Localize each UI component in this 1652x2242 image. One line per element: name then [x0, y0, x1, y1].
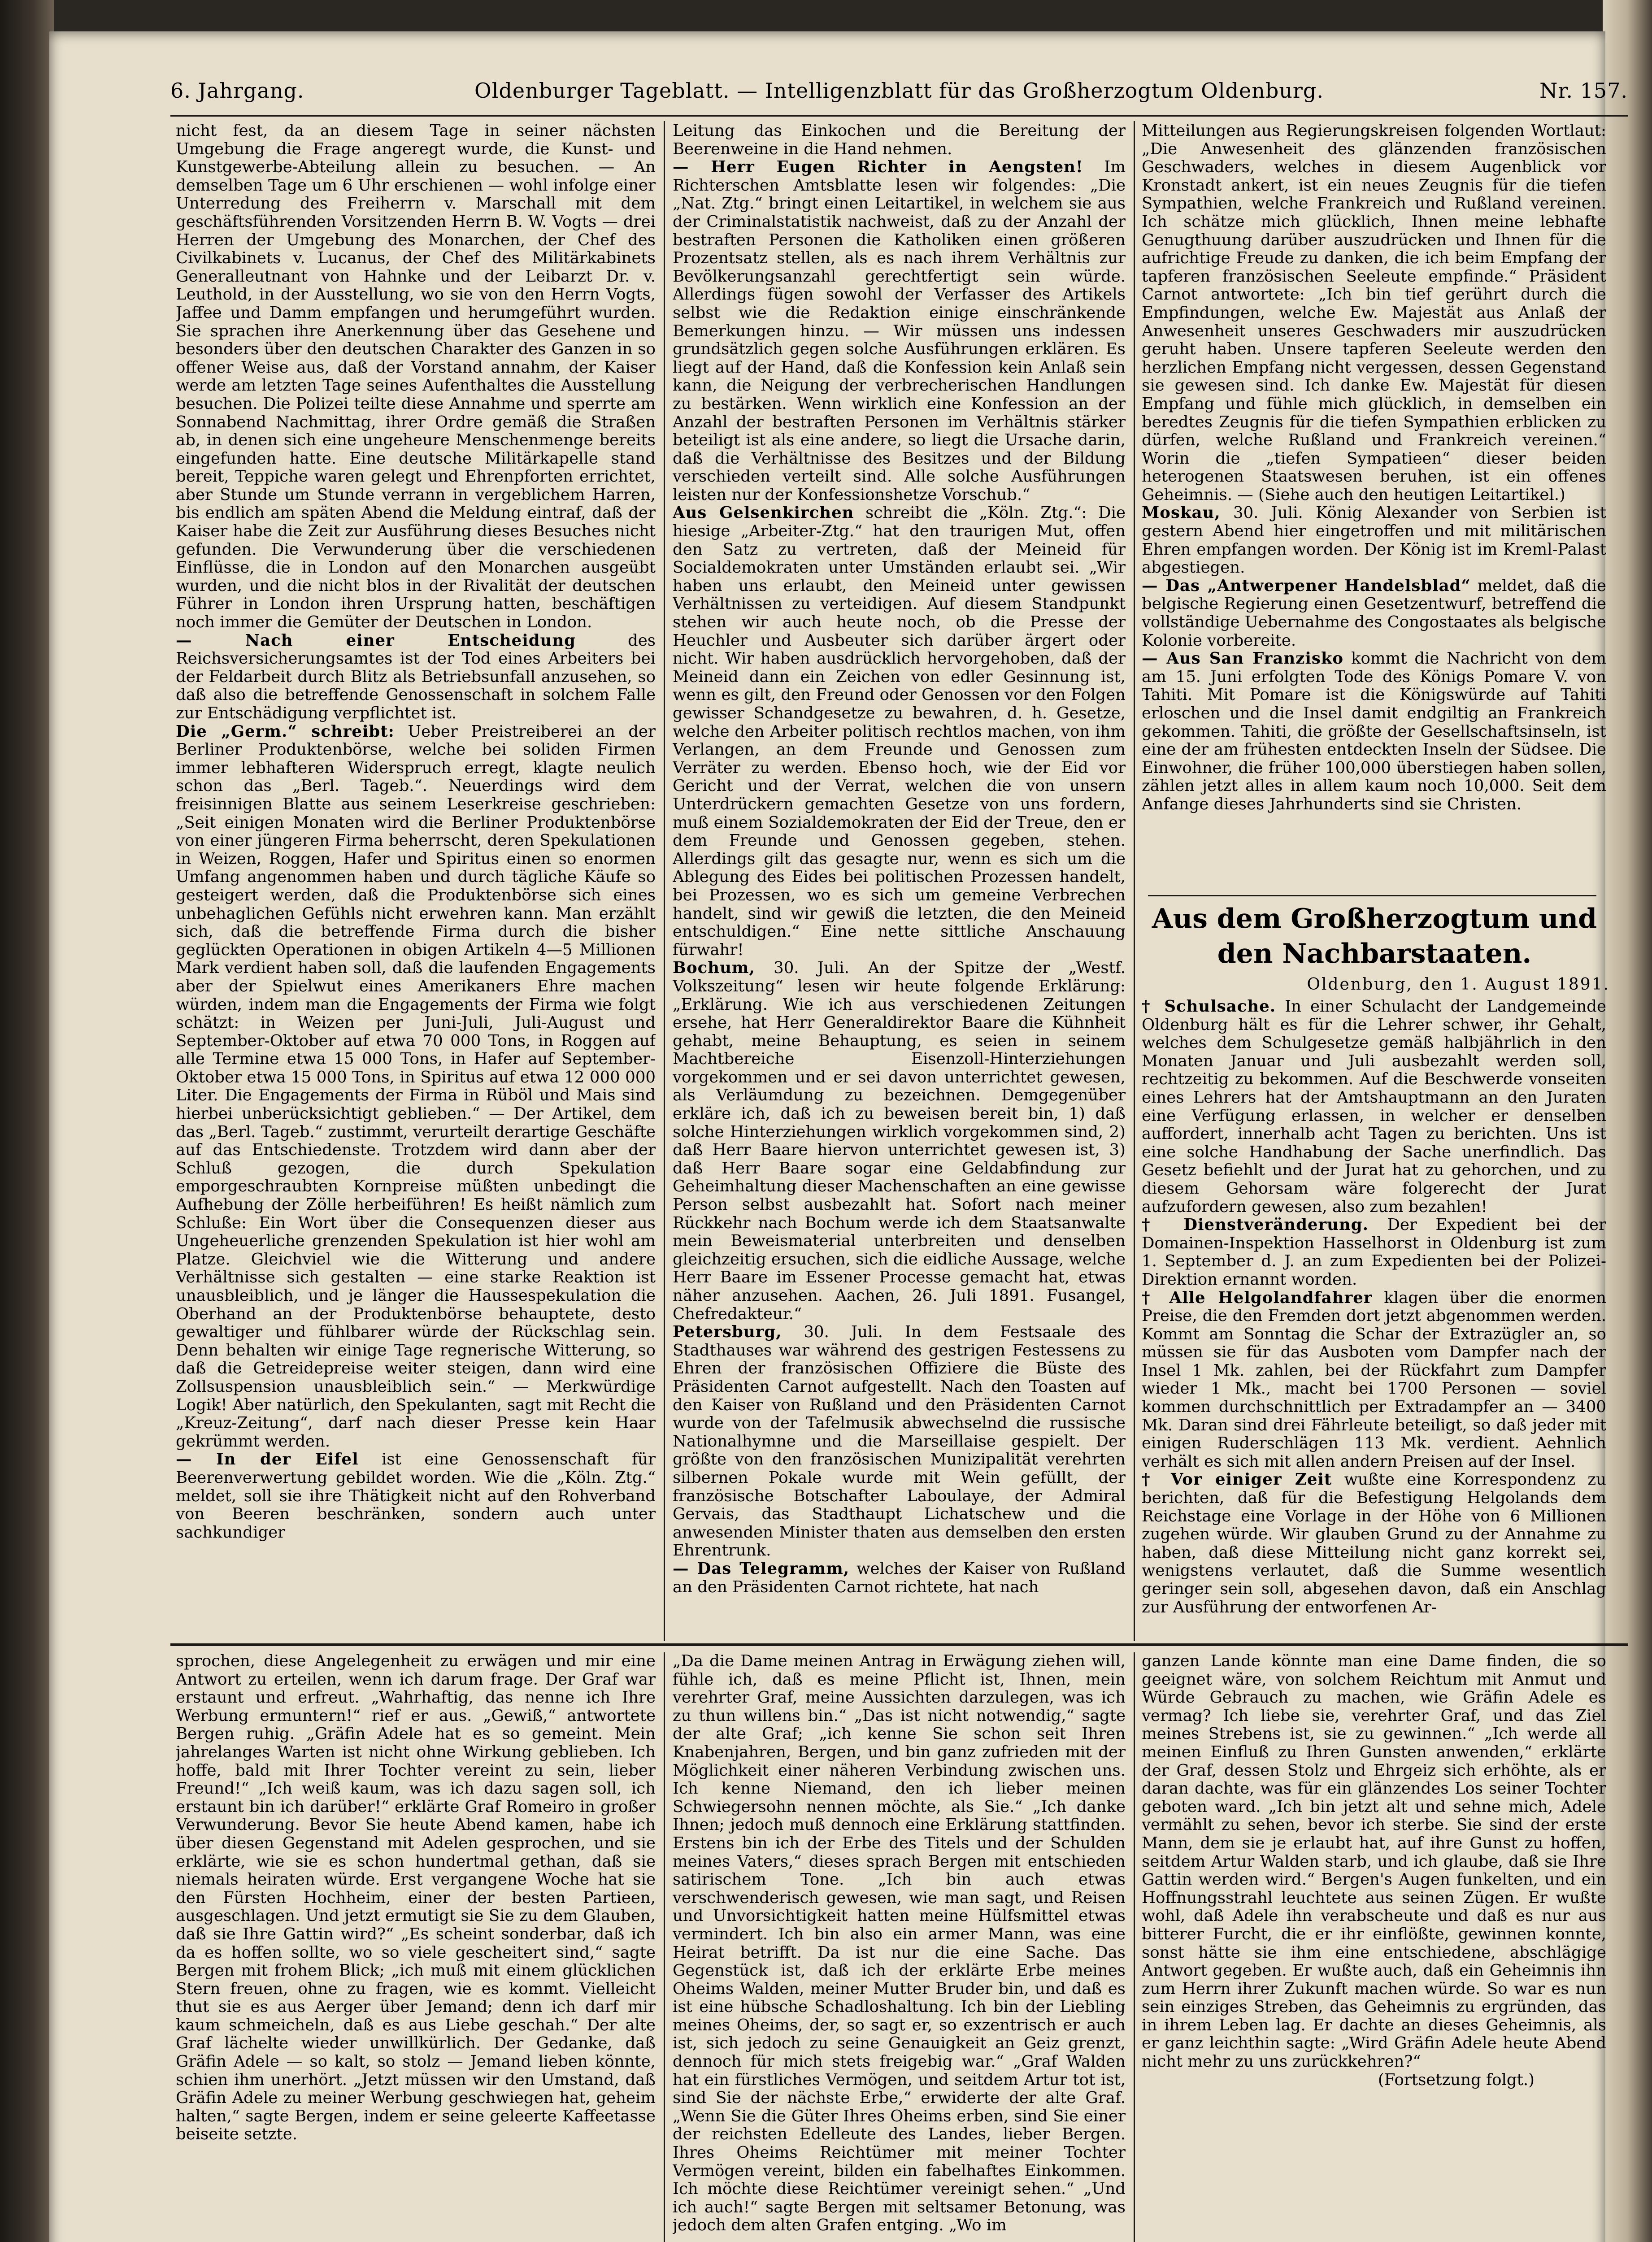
continuation-note: (Fortsetzung folgt.)	[1378, 2070, 1535, 2089]
article-heading: — In der Eifel	[176, 1450, 359, 1469]
page-header	[170, 78, 1628, 114]
article-text: 30. Juli. An der Spitze der „Westf. Volkszeitung“ lesen wir heute folgende Erklärung: „Erklärung. Wie ich aus verschiedenen Zeitungen ersehe, hat Herr Generaldirektor Baare die Kühnheit gehabt, meine Behauptung, es seien in seinem Machtbereiche Eisenzoll-Hinterziehungen vorgekommen und er sei davon unterrichtet gewesen, als Verläumdung zu bezeichnen. Demgegenüber erkläre ich, daß ich zu beweisen bereit bin, 1) daß solche Hinterziehungen wirklich vorgekommen sind, 2) daß Herr Baare hiervon unterrichtet gewesen ist, 3) daß Herr Baare sogar eine Geldabfindung zur Geheimhaltung dieser Machenschaften an eine gewisse Person selbst ausbezahlt hat. Sofort nach meiner Rückkehr nach Bochum werde ich dem Staatsanwalte mein Beweismaterial unterbreiten und denselben gleichzeitig ersuchen, sich die eidliche Aussage, welche Herr Baare im Essener Processe gemacht hat, etwas näher anzusehen. Aachen, 26. Juli 1891. Fusangel, Chefredakteur.“	[673, 959, 1126, 1323]
article-text: meldet, daß die belgische Regierung einen Gesetzentwurf, betreffend die vollständige Uebernahme des Congostaates als belgische Kolonie vorbereite.	[1142, 576, 1606, 650]
header-rule	[170, 115, 1628, 117]
masthead-title: Oldenburger Tageblatt. — Intelligenzblatt für das Großherzogtum Oldenburg.	[474, 78, 1324, 103]
article-text: 30. Juli. In dem Festsaale des Stadthauses war während des gestrigen Festessens zu Ehren der französischen Offiziere die Büste des Präsidenten Carnot aufgestellt. Nach den Toasten auf den Kaiser von Rußland und den Präsidenten Carnot wurde von der Tafelmusik abwechselnd die russische Nationalhymne und die Marseillaise gespielt. Der größte von den französischen Munizipalität verehrten silbernen Pokale wurde mit Wein gefüllt, der französische Botschafter Laboulaye, der Admiral Gervais, das Stadthaupt Lichatschew und die anwesenden Minister thaten aus demselben den ersten Ehrentrunk.	[673, 1323, 1126, 1560]
issue-number: Nr. 157.	[1539, 78, 1628, 103]
article-heading: Moskau,	[1142, 504, 1221, 522]
article-text: kommt die Nachricht von dem am 15. Juni erfolgten Tode des Königs Pomare V. von Tahiti. Mit Pomare ist die Königswürde auf Tahiti erloschen und die Insel damit endgiltig an Frankreich gekommen. Tahiti, die größte der Gesellschaftsinseln, ist eine der am frühesten entdeckten Inseln der Südsee. Die Einwohner, die früher 100,000 überstiegen haben sollen, zählen jetzt alles in allem kaum noch 10,000. Seit dem Anfange dieses Jahrhunderts sind sie Christen.	[1142, 649, 1606, 813]
article-heading: — Aus San Franzisko	[1142, 649, 1344, 668]
column-3-upper	[1142, 122, 1606, 889]
article-text: des Reichsversicherungsamtes ist der Tod eines Arbeiters bei der Feldarbeit durch Blitz als Betriebsunfall anzusehen, so daß also die betreffende Genossenschaft in solchem Falle zur Entschädigung verpflichtet ist.	[176, 631, 656, 722]
article-heading: — Das Telegramm,	[673, 1559, 850, 1578]
column-1	[176, 122, 656, 1642]
article-heading: — Nach einer Entscheidung	[176, 631, 576, 650]
section-title: Aus dem Großherzogtum und den Nachbarstaaten.	[1152, 903, 1597, 969]
article-heading: Die „Germ.“ schreibt:	[176, 722, 395, 741]
article-text: Im Richterschen Amtsblatte lesen wir folgendes: „Die „Nat. Ztg.“ bringt einen Leitartikel, in welchem sie aus der Criminalstatistik nachweist, daß zu der Anzahl der bestraften Personen die Katholiken einen größeren Prozentsatz stellen, als es nach ihrem Verhältnis zur Bevölkerungsanzahl gerechtfertigt sein würde. Allerdings fügen sowohl der Verfasser des Artikels selbst wie die Redaktion einige einschränkende Bemerkungen hinzu. — Wir müssen uns indessen grundsätzlich gegen solche Ausführungen erklären. Es liegt auf der Hand, daß die Konfession kein Anlaß sein kann, die Neigung der verbrecherischen Handlungen zu bestärken. Wenn wirklich eine Konfession an der Anzahl der bestraften Personen im Verhältnis stärker beteiligt ist als eine andere, so liegt die Ursache darin, daß die Verhältnisse des Besitzes und der Bildung verschieden verteilt sind. Alle solche Ausführungen leisten nur der Konfessionshetze Vorschub.“	[673, 158, 1126, 504]
book-spine	[0, 0, 54, 2242]
article-heading: † Vor einiger Zeit	[1142, 1470, 1332, 1489]
article-text: Der Expedient bei der Domainen-Inspektion Hasselhorst in Oldenburg ist zum 1. September d. J. an zum Expedienten bei der Polizei-Direktion ernannt worden.	[1142, 1216, 1606, 1289]
article-text: ist eine Genossenschaft für Beerenverwertung gebildet worden. Wie die „Köln. Ztg.“ meldet, soll sie ihre Thätigkeit nicht auf den Rohverband von Beeren beschränken, sondern auch unter sachkundiger	[176, 1450, 656, 1542]
serial-column-2	[673, 1652, 1126, 2242]
serial-column-1	[176, 1652, 656, 2242]
serial-text: ganzen Lande könnte man eine Dame finden, die so geeignet wäre, von solchem Reichtum mit Anmut und Würde Gebrauch zu machen, wie Gräfin Adele es vermag? Ich liebe sie, verehrter Graf, und das Ziel meines Strebens ist, sie zu gewinnen.“ „Ich werde all meinen Einfluß zu Ihren Gunsten anwenden,“ erklärte der Graf, dessen Stolz und Ehrgeiz sich erhöhte, als er daran dachte, was für ein glänzendes Los seiner Tochter geboten ward. „Ich bin jetzt alt und sehne mich, Adele vermählt zu sehen, bevor ich sterbe. Sie sind der erste Mann, dem sie je erlaubt hat, auf ihre Gunst zu hoffen, seitdem Artur Walden starb, und ich glaube, daß sie Ihre Gattin werden wird.“ Bergen's Augen funkelten, und ein Hoffnungsstrahl leuchtete aus seinen Zügen. Er wußte wohl, daß Adele ihn verabscheute und daß es nur aus bitterer Furcht, die er ihr einflößte, gewinnen konnte, sonst hätte sie ihm eine entschiedene, abschlägige Antwort gegeben. Er wußte auch, daß ein Geheimnis ihn zum Herrn ihrer Zukunft machen würde. So war es nun sein einziges Streben, das Geheimnis zu ergründen, das in ihrem Leben lag. Er dachte an dieses Geheimnis, als er ganz leichthin sagte: „Wird Gräfin Adele heute Abend nicht mehr zu uns zurückkehren?“	[1142, 1652, 1606, 2071]
serial-divider-2	[1134, 1652, 1135, 2242]
article-heading: Bochum,	[673, 959, 755, 978]
article-heading: † Alle Helgolandfahrer	[1142, 1288, 1373, 1307]
article-text: schreibt die „Köln. Ztg.“: Die hiesige „Arbeiter-Ztg.“ hat den traurigen Mut, offen den Satz zu vertreten, daß der Meineid für Socialdemokraten unter Umständen erlaubt sei. „Wir haben uns erlaubt, den Meineid unter gewissen Verhältnissen zu verteidigen. Auf diesem Standpunkt stehen wir auch heute noch, ob die Presse der Heuchler und Ausbeuter sich darüber ärgert oder nicht. Wir haben ausdrücklich hervorgehoben, daß der Meineid dann ein Zeichen von edler Gesinnung ist, wenn es gilt, den Freund oder Genossen vor den Folgen gewisser Schandgesetze zu bewahren, d. h. Gesetze, welche den Arbeiter politisch rechtlos machen, von ihm Verlangen, an dem Freunde und Genossen zum Verräter zu werden. Ebenso hoch, wie der Eid vor Gericht und der Verrat, welchen die von unsern Unterdrückern gemachten Gesetze von uns fordern, muß einem Sozialdemokraten der Eid der Treue, den er dem Freunde und Genossen gegeben, stehen. Allerdings gilt das gesagte nur, wenn es sich um die Ablegung des Eides bei politischen Prozessen handelt, bei Prozessen, wo es sich um gemeine Verbrechen handelt, sind wir gewiß die letzten, die den Meineid entschuldigen.“ Eine nette sittliche Anschauung fürwahr!	[673, 504, 1126, 959]
article-text: Ueber Preistreiberei an der Berliner Produktenbörse, welche bei soliden Firmen immer lebhafteren Widerspruch erregt, klagte neulich schon das „Berl. Tageb.“. Neuerdings wird dem freisinnigen Blatte aus seinem Leserkreise geschrieben: „Seit einigen Monaten wird die Berliner Produktenbörse von einer jüngeren Firma beherrscht, deren Spekulationen in Weizen, Roggen, Hafer und Spiritus einen so enormen Umfang angenommen haben und durch tägliche Käufe so gesteigert werden, daß die Produktenbörse sich eines unbehaglichen Gefühls nicht erwehren kann. Man erzählt sich, daß die betreffende Firma durch die bisher geglückten Operationen in obigen Artikeln 4—5 Millionen Mark verdient haben soll, daß die laufenden Engagements aber der Spielwut eines Amerikaners Ehre machen würden, indem man die Engagements der Firma wie folgt schätzt: in Weizen per Juni-Juli, Juli-August und September-Oktober auf etwa 70 000 Tons, in Roggen auf alle Termine etwa 15 000 Tons, in Hafer auf September-Oktober etwa 15 000 Tons, in Spiritus auf etwa 12 000 000 Liter. Die Engagements der Firma in Rüböl und Mais sind hierbei unberücksichtigt geblieben.“ — Der Artikel, dem das „Berl. Tageb.“ zustimmt, verurteilt derartige Geschäfte auf das Entschiedenste. Trotzdem wird dann aber der Schluß gezogen, die durch Spekulation emporgeschraubten Kornpreise müßten unbedingt die Aufhebung der Zölle herbeiführen! Es heißt nämlich zum Schluße: Ein Wort über die Consequenzen dieser aus Ungeheuerliche grenzenden Spekulation ist hier wohl am Platze. Gleichviel wie die Witterung und andere Verhältnisse sich gestalten — eine starke Reaktion ist unausbleiblich, und je länger die Haussespekulation die Oberhand an der Produktenbörse behauptete, desto gewaltiger und fühlbarer würde der Rückschlag sein. Denn behalten wir einige Tage regnerische Witterung, so daß die Getreidepreise weiter steigen, dann wird eine Zollsuspension unausbleiblich sein.“ — Merkwürdige Logik! Aber natürlich, den Spekulanten, sagt mit Recht die „Kreuz-Zeitung“, darf nach dieser Presse kein Haar gekrümmt werden.	[176, 722, 656, 1451]
article-heading: Petersburg,	[673, 1323, 782, 1342]
column-2	[673, 122, 1126, 1642]
article-text: klagen über die enormen Preise, die den Fremden dort jetzt abgenommen werden. Kommt am Sonntag die Schar der Extrazügler an, so müssen sie für das Ausboten vom Dampfer nach der Insel 1 Mk. zahlen, bei der Rückfahrt zum Dampfer wieder 1 Mk., macht bei 1700 Personen — soviel kommen durchschnittlich per Extradampfer an — 3400 Mk. Daran sind drei Fährleute beteiligt, so daß jeder mit einigen Ruderschlägen 113 Mk. verdient. Aehnlich verhält es sich mit allen andern Preisen auf der Insel.	[1142, 1288, 1606, 1471]
article-heading: † Dienstveränderung.	[1142, 1216, 1369, 1234]
volume-label: 6. Jahrgang.	[170, 78, 304, 103]
dateline: Oldenburg, den 1. August 1891.	[1307, 975, 1610, 994]
article-text: welches der Kaiser von Rußland an den Präsidenten Carnot richtete, hat nach	[673, 1559, 1126, 1596]
article-intro: nicht fest, da an diesem Tage in seiner nächsten Umgebung die Frage angeregt wurde, die Kunst- und Kunstgewerbe-Abteilung allein zu besuchen. — An demselben Tage um 6 Uhr erschienen — wohl infolge einer Unterredung des Freiherrn v. Marschall mit dem geschäftsführenden Vorsitzenden Herrn B. W. Vogts — drei Herren der Umgebung des Monarchen, der Chef des Civilkabinets v. Lucanus, der Chef des Militärkabinets Generalleutnant von Hahnke und der Leibarzt Dr. v. Leuthold, in der Ausstellung, wo sie von den Herrn Vogts, Jaffee und Damm empfangen und herumgeführt wurden. Sie sprachen ihre Anerkennung über das Gesehene und besonders über den deutschen Charakter des Ganzen in so offener Weise aus, daß der Vorstand annahm, der Kaiser werde am letzten Tage seines Aufenthaltes die Ausstellung besuchen. Die Polizei teilte diese Annahme und sperrte am Sonnabend Nachmittag, ihrer Ordre gemäß die Straßen ab, in denen sich eine ungeheure Menschenmenge bereits eingefunden hatte. Eine deutsche Militärkapelle stand bereit, Teppiche waren gelegt und Ehrenpforten errichtet, aber Stunde um Stunde verrann in vergeblichem Harren, bis endlich am späten Abend die Meldung eintraf, daß der Kaiser habe die Zeit zur Ausführung dieses Besuches nicht gefunden. Die Verwunderung über die verschiedenen Einflüsse, die in London auf den Monarchen ausgeübt wurden, und die nicht blos in der Rivalität der deutschen Führer in London ihren Ursprung hatten, beschäftigen noch immer die Gemüter der Deutschen in London.	[176, 122, 656, 632]
article-text: 30. Juli. König Alexander von Serbien ist gestern Abend hier eingetroffen und mit militärischen Ehren empfangen worden. Der König ist im Kreml-Palast abgestiegen.	[1142, 504, 1606, 577]
article-text: wußte eine Korrespondenz zu berichten, daß für die Befestigung Helgolands dem Reichstage eine Vorlage in der Höhe von 6 Millionen zugehen würde. Wir glauben Grund zu der Annahme zu haben, daß diese Mitteilung nicht ganz korrekt sei, wenigstens verlautet, daß die Summe wesentlich geringer sein soll, abgesehen davon, daß ein Anschlag zur Ausführung der entworfenen Ar-	[1142, 1470, 1606, 1616]
column-divider-1	[664, 121, 665, 1641]
page-edge	[1603, 0, 1652, 2242]
serial-text: „Da die Dame meinen Antrag in Erwägung ziehen will, fühle ich, daß es meine Pflicht ist, Ihnen, mein verehrter Graf, meine Aussichten darzulegen, was ich zu thun willens bin.“ „Das ist nicht notwendig,“ sagte der alte Graf; „ich kenne Sie schon seit Ihren Knabenjahren, Bergen, und bin ganz zufrieden mit der Möglichkeit einer näheren Verbindung zwischen uns. Ich kenne Niemand, den ich lieber meinen Schwiegersohn nennen möchte, als Sie.“ „Ich danke Ihnen; jedoch muß dennoch eine Erklärung stattfinden. Erstens bin ich der Erbe des Titels und der Schulden meines Vaters,“ dieses sprach Bergen mit entschieden satirischem Tone. „Ich bin auch etwas verschwenderisch gewesen, wie man sagt, und Reisen und Unvorsichtigkeit hatten meine Hülfsmittel etwas vermindert. Ich bin also ein armer Mann, was eine Heirat betrifft. Da ist nur die eine Sache. Das Gegenstück ist, daß ich der erklärte Erbe meines Oheims Walden, meiner Mutter Bruder bin, und daß es ist eine hübsche Schadloshaltung. Ich bin der Liebling meines Oheims, der, so sagt er, so exzentrisch er auch ist, sich jedoch zu seine Genauigkeit an Geiz grenzt, dennoch für mich stets freigebig war.“ „Graf Walden hat ein fürstliches Vermögen, und seitdem Artur tot ist, sind Sie der nächste Erbe,“ erwiderte der alte Graf. „Wenn Sie die Güter Ihres Oheims erben, sind Sie einer der reichsten Edelleute des Landes, lieber Bergen. Ihres Oheims Reichtümer mit meiner Tochter Vermögen vereint, bilden ein fabelhaftes Einkommen. Ich möchte diese Reichtümer vereinigt sehen.“ „Und ich auch!“ sagte Bergen mit seltsamer Betonung, was jedoch dem alten Grafen entging. „Wo im	[673, 1652, 1126, 2235]
section-rule-top	[1148, 895, 1596, 896]
serial-divider-1	[664, 1652, 665, 2242]
article-intro: Mitteilungen aus Regierungskreisen folgenden Wortlaut: „Die Anwesenheit des glänzenden französischen Geschwaders, welches in diesem Augenblick vor Kronstadt ankert, ist ein neues Zeugnis für die tiefen Sympathien, welche Frankreich und Rußland vereinen. Ich schätze mich glücklich, Ihnen meine lebhafte Genugthuung darüber auszudrücken und Ihnen für die aufrichtige Freude zu danken, die ich beim Empfang der tapferen französischen Seeleute empfinde.“ Präsident Carnot antwortete: „Ich bin tief gerührt durch die Empfindungen, welche Ew. Majestät aus Anlaß der Anwesenheit unseres Geschwaders mir auszudrücken geruht haben. Unsere tapferen Seeleute werden den herzlichen Empfang nicht vergessen, dessen Gegenstand sie gewesen sind. Ich danke Ew. Majestät für diesen Empfang und fühle mich glücklich, in demselben ein beredtes Zeugnis für die tiefen Sympathien erblicken zu dürfen, welche Rußland und Frankreich vereinen.“ Worin die „tiefen Sympatieen“ dieser beiden heterogenen Staatswesen beruhen, ist ein offenes Geheimnis. — (Siehe auch den heutigen Leitartikel.)	[1142, 122, 1606, 504]
article-intro: Leitung das Einkochen und die Bereitung der Beerenweine in die Hand nehmen.	[673, 122, 1126, 158]
article-heading: † Schulsache.	[1142, 998, 1276, 1016]
article-text: In einer Schulacht der Landgemeinde Oldenburg hält es für die Lehrer schwer, ihr Gehalt, welches dem Schulgesetze gemäß halbjährlich in den Monaten Januar und Juli ausbezahlt werden soll, rechtzeitig zu bekommen. Auf die Beschwerde vonseiten eines Lehrers hat der Amtshauptmann an den Juraten eine Verfügung erlassen, in welcher er denselben auffordert, innerhalb acht Tagen zu berichten. Uns ist eine solche Handhabung der Sache unerfindlich. Das Gesetz befiehlt und der Jurat hat zu gehorchen, und zu diesem Gehorsam wäre folgerecht der Jurat aufzufordern gewesen, also zum bezahlen!	[1142, 998, 1606, 1216]
article-heading: Aus Gelsenkirchen	[673, 504, 854, 522]
serial-column-3	[1142, 1652, 1606, 2242]
serial-text: sprochen, diese Angelegenheit zu erwägen und mir eine Antwort zu erteilen, wenn ich darum frage. Der Graf war erstaunt und erfreut. „Wahrhaftig, das nenne ich Ihre Werbung ermuntern!“ rief er aus. „Gewiß,“ antwortete Bergen ruhig. „Gräfin Adele hat es so gemeint. Mein jahrelanges Warten ist nicht ohne Wirkung geblieben. Ich hoffe, bald mit Ihrer Tochter vereint zu sein, lieber Freund!“ „Ich weiß kaum, was ich dazu sagen soll, ich erstaunt bin ich darüber!“ erklärte Graf Romeiro in großer Verwunderung. Bevor Sie heute Abend kamen, habe ich über diesen Gegenstand mit Adelen gesprochen, und sie erklärte, wie sie es schon hundertmal gethan, daß sie niemals heiraten würde. Erst vergangene Woche hat sie den Fürsten Hochheim, einer der besten Partieen, ausgeschlagen. Und jetzt ermutigt sie Sie zu dem Glauben, daß sie Ihre Gattin wird?“ „Es scheint sonderbar, daß ich da es hoffen sollte, wo so viele gescheitert sind,“ sagte Bergen mit frohem Blick; „ich muß mit einem glücklichen Stern freuen, ohne zu fragen, wie es kommt. Vielleicht thut sie es aus Aerger über Jemand; denn ich darf mir kaum schmeicheln, daß es aus Liebe geschah.“ Der alte Graf lächelte wieder unwillkürlich. Der Gedanke, daß Gräfin Adele — so kalt, so stolz — Jemand lieben könnte, schien ihm unerhört. „Jetzt müssen wir den Umstand, daß Gräfin Adele zu meiner Werbung geschwiegen hat, geheim halten,“ sagte Bergen, indem er seine geleerte Kaffeetasse beiseite setzte.	[176, 1652, 656, 2144]
column-divider-2	[1134, 121, 1135, 1641]
article-heading: — Herr Eugen Richter in Aengsten!	[673, 158, 1083, 177]
column-3-lower	[1142, 998, 1606, 1642]
article-heading: — Das „Antwerpener Handelsblad“	[1142, 576, 1471, 595]
serial-separator	[170, 1643, 1628, 1646]
